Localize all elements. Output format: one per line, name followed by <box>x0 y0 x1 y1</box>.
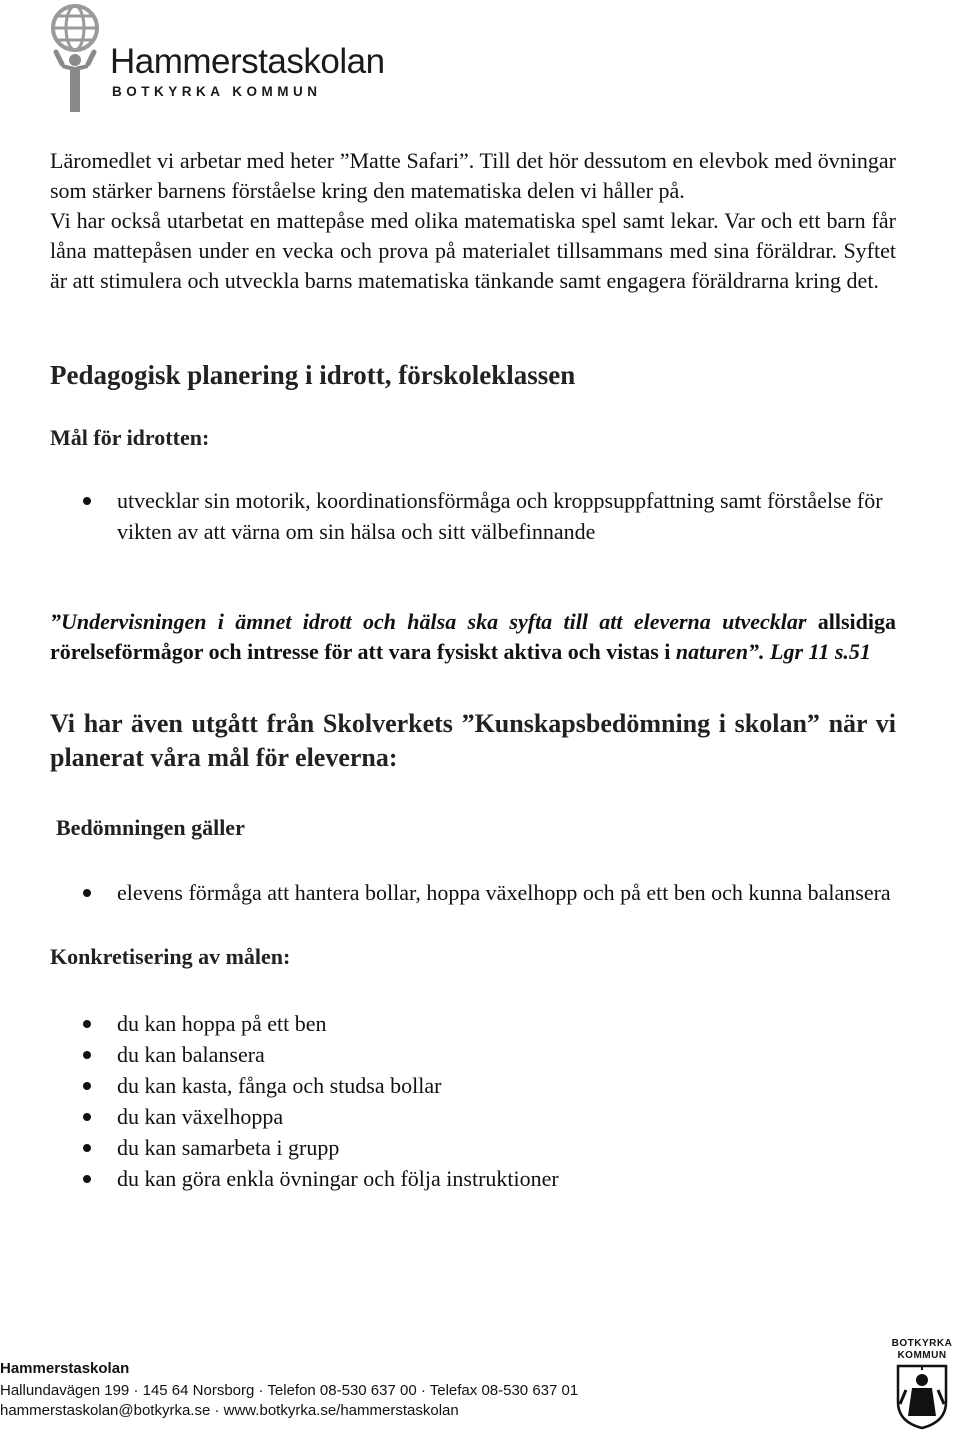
bullet-icon <box>83 497 91 505</box>
list-item: du kan samarbeta i grupp <box>50 1132 896 1163</box>
footer-address: Hallundavägen 199 · 145 64 Norsborg · Telefon 08-530 637 00 · Telefax 08-530 637 01 <box>0 1382 579 1399</box>
school-name: Hammerstaskolan <box>110 42 385 81</box>
goals-list <box>50 485 896 547</box>
intro-text-2: Vi har också utarbetat en mattepåse med olika matematiska spel samt lekar. Var och ett barn får låna mattepåsen under en vecka och prova på materialet tillsammans med sina föräldrar. Syftet är att stimulera och utveckla barns matematiska tänkande samt engagera föräldrarna kring det. <box>50 208 896 293</box>
bullet-icon <box>83 1051 91 1059</box>
list-item: du kan växelhoppa <box>50 1101 896 1132</box>
list-item: elevens förmåga att hantera bollar, hoppa växelhopp och på ett ben och kunna balansera <box>50 877 896 908</box>
bullet-icon <box>83 1082 91 1090</box>
curriculum-quote <box>50 607 896 667</box>
page-footer <box>0 1338 960 1437</box>
concretization-heading: Konkretisering av målen: <box>50 944 291 969</box>
list-item: utvecklar sin motorik, koordinationsförmåga och kroppsuppfattning samt förståelse för vikten av att värna om sin hälsa och sitt välbefinnande <box>50 485 896 547</box>
quote-part-1: ”Undervisningen i ämnet idrott och hälsa ska syfta till att eleverna utvecklar <box>50 609 807 634</box>
school-logo <box>48 4 428 116</box>
bullet-icon <box>83 1020 91 1028</box>
goals-heading: Mål för idrotten: <box>50 425 210 450</box>
assessment-list <box>50 877 896 908</box>
municipality-name: BOTKYRKA KOMMUN <box>112 84 322 99</box>
botkyrka-seal-icon <box>894 1364 950 1430</box>
list-item: du kan kasta, fånga och studsa bollar <box>50 1070 896 1101</box>
bullet-icon <box>83 1144 91 1152</box>
concretization-list <box>50 1008 896 1194</box>
list-item: du kan balansera <box>50 1039 896 1070</box>
intro-paragraph <box>50 146 896 296</box>
bullet-icon <box>83 1175 91 1183</box>
quote-part-3: naturen”. Lgr 11 s.51 <box>675 639 871 664</box>
section-title: Pedagogisk planering i idrott, förskoleklassen <box>50 360 576 390</box>
municipality-seal <box>884 1338 960 1434</box>
assessment-heading: Bedömningen gäller <box>56 815 245 840</box>
intro-text-1: Läromedlet vi arbetar med heter ”Matte Safari”. Till det hör dessutom en elevbok med övningar som stärker barnens förståelse kring den matematiska delen vi håller på. <box>50 148 896 203</box>
quote-part-2: allsidiga rörelseförmågor och intresse för att vara fysiskt aktiva och vistas i <box>50 609 896 664</box>
list-item: du kan göra enkla övningar och följa instruktioner <box>50 1163 896 1194</box>
list-item: du kan hoppa på ett ben <box>50 1008 896 1039</box>
bullet-icon <box>83 1113 91 1121</box>
bullet-icon <box>83 889 91 897</box>
footer-contact: hammerstaskolan@botkyrka.se · www.botkyrka.se/hammerstaskolan <box>0 1402 459 1419</box>
document-body <box>50 146 896 1194</box>
seal-text-1: BOTKYRKA <box>891 1338 953 1349</box>
skolverket-heading: Vi har även utgått från Skolverkets ”Kunskapsbedömning i skolan” när vi planerat våra mål för eleverna: <box>50 709 896 772</box>
seal-text-2: KOMMUN <box>897 1350 947 1361</box>
globe-figure-icon <box>48 4 102 114</box>
footer-school-name: Hammerstaskolan <box>0 1360 130 1377</box>
